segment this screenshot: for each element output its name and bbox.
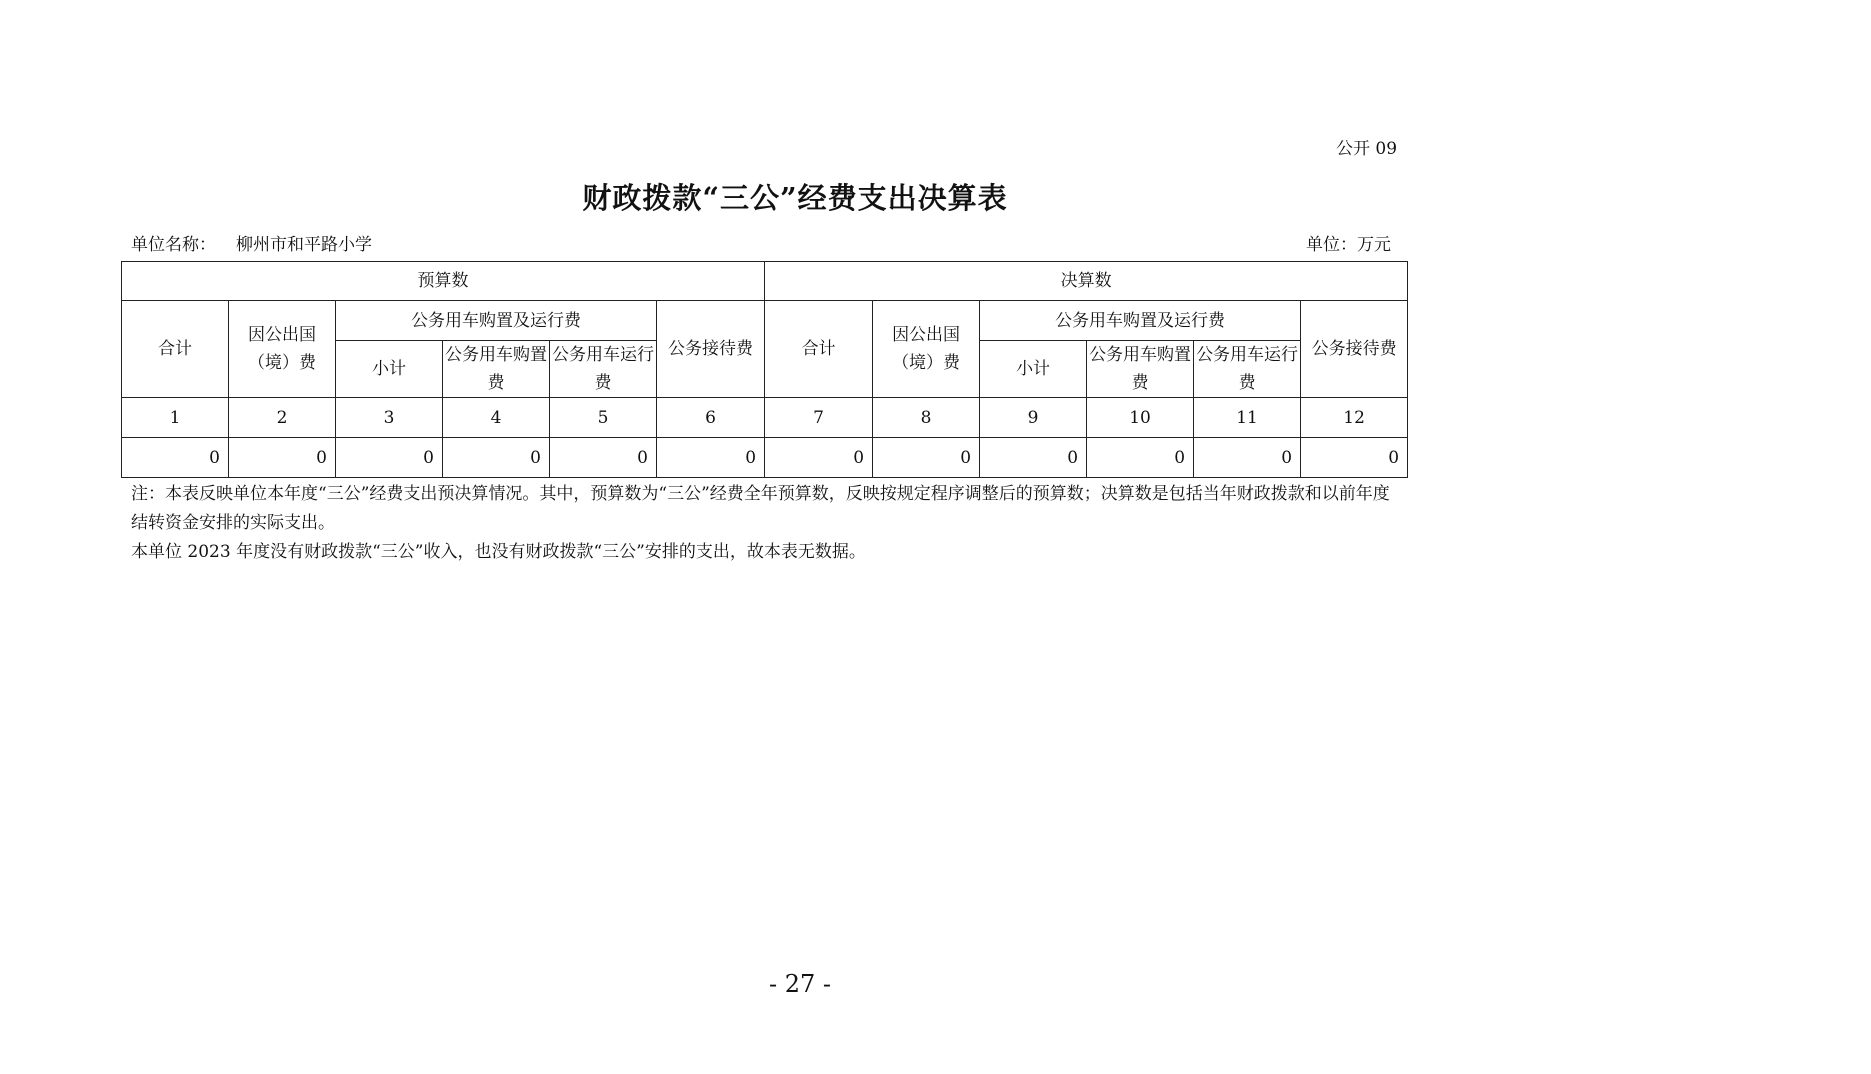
index-cell: 4 [443,398,550,438]
header-budget-vehicle-purchase: 公务用车购置费 [443,341,550,398]
value-cell: 0 [980,438,1087,478]
three-public-expense-table [121,261,1408,478]
note-explanation: 注：本表反映单位本年度“三公”经费支出预决算情况。其中，预算数为“三公”经费全年预算数，反映按规定程序调整后的预算数；决算数是包括当年财政拨款和以前年度结转资金安排的实际支出。 [131,484,1390,533]
header-final-vehicle-operation: 公务用车运行费 [1194,341,1301,398]
currency-unit: 单位：万元 [1306,235,1391,255]
index-cell: 5 [550,398,657,438]
header-budget-subtotal: 小计 [336,341,443,398]
header-final-vehicle-group: 公务用车购置及运行费 [980,301,1301,341]
index-cell: 12 [1301,398,1408,438]
value-cell: 0 [550,438,657,478]
unit-name-line [131,230,372,255]
header-budget-reception: 公务接待费 [657,301,765,398]
table-notes [131,480,1406,567]
document-code: 公开 09 [1336,139,1398,159]
value-cell: 0 [229,438,336,478]
value-cell: 0 [1087,438,1194,478]
value-cell: 0 [657,438,765,478]
index-cell: 8 [873,398,980,438]
header-budget-vehicle-operation: 公务用车运行费 [550,341,657,398]
unit-name-label: 单位名称： [131,235,216,255]
header-budget-abroad: 因公出国（境）费 [229,301,336,398]
group-final: 决算数 [765,262,1408,301]
value-cell: 0 [443,438,550,478]
index-cell: 7 [765,398,873,438]
column-index-row [122,398,1408,438]
header-final-subtotal: 小计 [980,341,1087,398]
index-cell: 2 [229,398,336,438]
index-cell: 9 [980,398,1087,438]
value-cell: 0 [1301,438,1408,478]
value-row [122,438,1408,478]
unit-name-value: 柳州市和平路小学 [236,235,372,255]
note-no-data: 本单位 2023 年度没有财政拨款“三公”收入，也没有财政拨款“三公”安排的支出，故本表无数据。 [131,542,866,562]
index-cell: 10 [1087,398,1194,438]
group-header-row [122,262,1408,301]
header-final-vehicle-purchase: 公务用车购置费 [1087,341,1194,398]
header-budget-vehicle-group: 公务用车购置及运行费 [336,301,657,341]
value-cell: 0 [873,438,980,478]
value-cell: 0 [1194,438,1301,478]
index-cell: 6 [657,398,765,438]
index-cell: 11 [1194,398,1301,438]
value-cell: 0 [765,438,873,478]
header-budget-total: 合计 [122,301,229,398]
value-cell: 0 [336,438,443,478]
header-final-total: 合计 [765,301,873,398]
value-cell: 0 [122,438,229,478]
group-budget: 预算数 [122,262,765,301]
document-title: 财政拨款“三公”经费支出决算表 [582,181,1008,215]
index-cell: 3 [336,398,443,438]
header-final-reception: 公务接待费 [1301,301,1408,398]
page-number: - 27 - [768,970,831,998]
index-cell: 1 [122,398,229,438]
column-header-row [122,301,1408,341]
header-final-abroad: 因公出国（境）费 [873,301,980,398]
